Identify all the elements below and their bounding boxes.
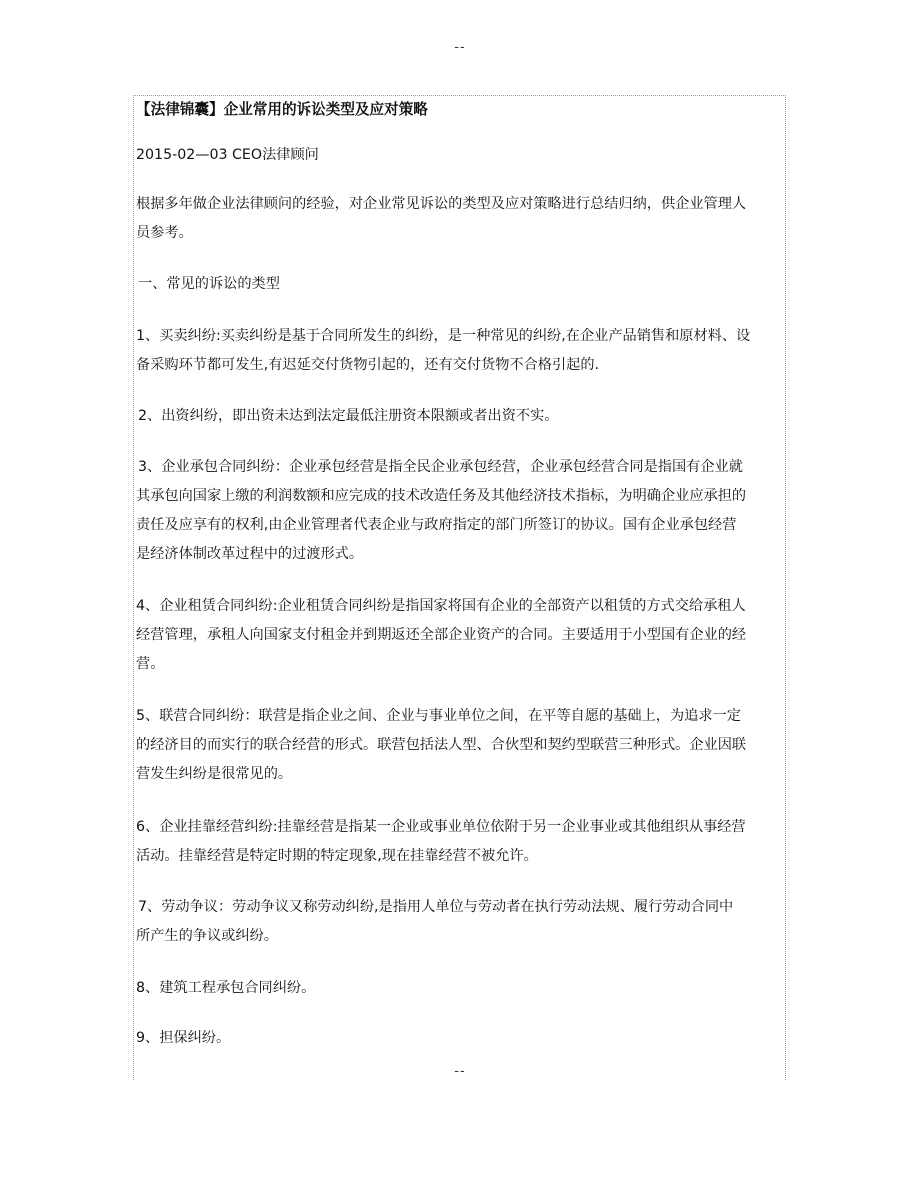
article-title: 【法律锦囊】企业常用的诉讼类型及应对策略: [136, 101, 428, 118]
item-3-line-3: 责任及应享有的权利,由企业管理者代表企业与政府指定的部门所签订的协议。国有企业承包经营: [136, 517, 737, 533]
item-5-line-1: 5、联营合同纠纷：联营是指企业之间、企业与事业单位之间，在平等自愿的基础上，为追求一定: [136, 708, 741, 724]
item-5-line-2: 的经济目的而实行的联合经营的形式。联营包括法人型、合伙型和契约型联营三种形式。企业因联: [136, 737, 747, 753]
page-marker-bottom: --: [454, 1064, 466, 1079]
item-6-line-2: 活动。挂靠经营是特定时期的特定现象,现在挂靠经营不被允许。: [136, 848, 538, 864]
section-heading: 一、常见的诉讼的类型: [138, 276, 280, 292]
item-1-line-1: 1、买卖纠纷:买卖纠纷是基于合同所发生的纠纷，是一种常见的纠纷,在企业产品销售和原材料、设: [136, 328, 751, 344]
item-3-line-2: 其承包向国家上缴的利润数额和应完成的技术改造任务及其他经济技术指标，为明确企业应承担的: [136, 488, 747, 504]
intro-line-2: 员参考。: [136, 225, 193, 241]
item-9-line-1: 9、担保纠纷。: [136, 1030, 231, 1046]
item-7-line-1: 7、劳动争议：劳动争议又称劳动纠纷,是指用人单位与劳动者在执行劳动法规、履行劳动合同中: [138, 899, 734, 915]
page-marker-top: --: [454, 40, 466, 55]
item-7-line-2: 所产生的争议或纠纷。: [136, 928, 278, 944]
item-8-line-1: 8、建筑工程承包合同纠纷。: [136, 980, 316, 996]
item-4-line-1: 4、企业租赁合同纠纷:企业租赁合同纠纷是指国家将国有企业的全部资产以租赁的方式交给承租人: [136, 598, 746, 614]
item-1-line-2: 备采购环节都可发生,有迟延交付货物引起的，还有交付货物不合格引起的.: [136, 357, 600, 373]
article-meta: 2015-02—03 CEO法律顾问: [136, 147, 319, 163]
item-5-line-3: 营发生纠纷是很常见的。: [136, 766, 293, 782]
item-2-line-1: 2、出资纠纷，即出资未达到法定最低注册资本限额或者出资不实。: [138, 408, 559, 424]
intro-line-1: 根据多年做企业法律顾问的经验，对企业常见诉讼的类型及应对策略进行总结归纳，供企业管理人: [136, 196, 747, 212]
item-3-line-4: 是经济体制改革过程中的过渡形式。: [136, 546, 364, 562]
item-4-line-3: 营。: [136, 656, 165, 672]
item-4-line-2: 经营管理，承租人向国家支付租金并到期返还全部企业资产的合同。主要适用于小型国有企业的经: [136, 627, 747, 643]
item-6-line-1: 6、企业挂靠经营纠纷:挂靠经营是指某一企业或事业单位依附于另一企业事业或其他组织从事经营: [136, 819, 746, 835]
item-3-line-1: 3、企业承包合同纠纷：企业承包经营是指全民企业承包经营，企业承包经营合同是指国有企业就: [138, 459, 743, 475]
